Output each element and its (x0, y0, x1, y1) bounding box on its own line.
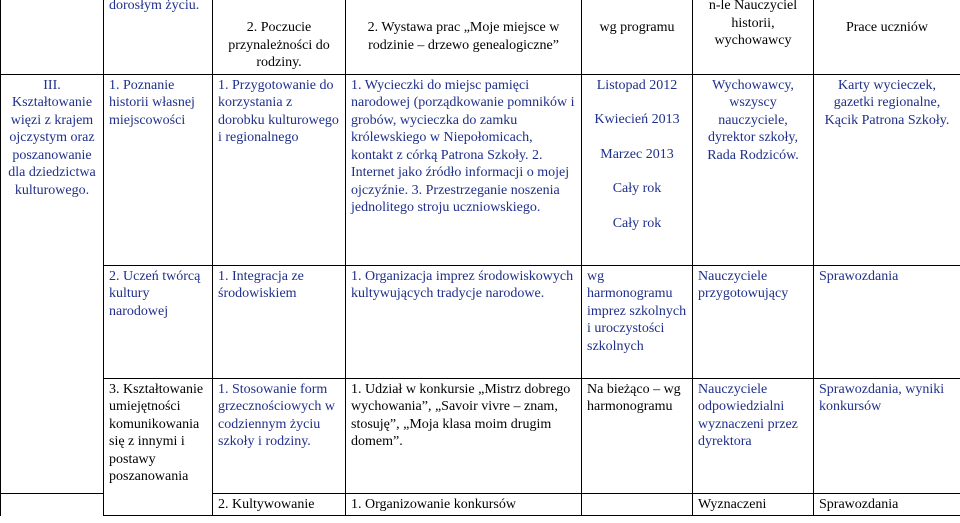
cell-evaluation: Sprawozdania (814, 265, 960, 378)
cell-responsible: Wyznaczeni (693, 493, 814, 516)
cell-evaluation: Sprawozdania, wyniki konkursów (814, 378, 960, 493)
cell-goal: 1. Stosowanie form grzecznościowych w codziennym życiu szkoły i rodziny. (213, 378, 346, 493)
date-line: Listopad 2012 (596, 77, 678, 93)
date-line: Cały rok (612, 181, 662, 196)
cell-activity: 1. Organizowanie konkursów (346, 493, 582, 516)
cell-area: III. Kształtowanie więzi z krajem ojczystym oraz poszanowanie dla dziedzictwa kulturowego. (1, 74, 104, 493)
cell-task: 3. Kształtowanie umiejętności komunikowania się z innymi i postawy poszanowania (104, 378, 213, 516)
cell-evaluation: Prace uczniów (814, 0, 960, 74)
cell-goal: 2. Kultywowanie (213, 493, 346, 516)
cell-evaluation: Sprawozdania (814, 493, 960, 516)
cell-area (1, 0, 104, 74)
cell-responsible: Nauczyciele przygotowujący (693, 265, 814, 378)
cell-responsible: Nauczyciele odpowiedzialni wyznaczeni przez dyrektora (693, 378, 814, 493)
cell-activity: 1. Organizacja imprez środowiskowych kultywujących tradycje narodowe. (346, 265, 582, 378)
table-row (1, 265, 960, 378)
table-row (1, 0, 960, 74)
cell-task: 2. Uczeń twórcą kultury narodowej (104, 265, 213, 378)
cell-goal: 1. Integracja ze środowiskiem (213, 265, 346, 378)
cell-date (582, 74, 693, 265)
date-line: Kwiecień 2013 (594, 112, 680, 127)
table-row (1, 378, 960, 493)
cell-task: dorosłym życiu. (104, 0, 213, 74)
date-line: Cały rok (612, 215, 662, 231)
date-line: Marzec 2013 (600, 146, 674, 162)
cell-activity: 1. Udział w konkursie „Mistrz dobrego wychowania”, „Savoir vivre – znam, stosuję”, „Moja klasa moim drugim domem”. (346, 378, 582, 493)
cell-date: wg programu (582, 0, 693, 74)
cell-goal: 1. Przygotowanie do korzystania z dorobku kulturowego i regionalnego (213, 74, 346, 265)
cell-responsible: n-le Nauczyciel historii, wychowawcy (693, 0, 814, 74)
cell-activity: 1. Wycieczki do miejsc pamięci narodowej (porządkowanie pomników i grobów, wycieczka do zamku królewskiego w Niepołomicach, kontakt z córką Patrona Szkoły. 2. Internet jako źródło informacji o mojej ojczyźnie. 3. Przestrzeganie noszenia jednolitego stroju uczniowskiego. (346, 74, 582, 265)
cell-responsible: Wychowawcy, wszyscy nauczyciele, dyrektor szkoły, Rada Rodziców. (693, 74, 814, 265)
cell-date: wg harmonogramu imprez szkolnych i uroczystości szkolnych (582, 265, 693, 378)
cell-activity: 2. Wystawa prac „Moje miejsce w rodzinie – drzewo genealogiczne” (346, 0, 582, 74)
cell-date: Na bieżąco – wg harmonogramu (582, 378, 693, 493)
cell-task: 1. Poznanie historii własnej miejscowości (104, 74, 213, 265)
cell-area (1, 493, 104, 516)
cell-date (582, 493, 693, 516)
table-row (1, 74, 960, 265)
cell-goal: 2. Poczucie przynależności do rodziny. (213, 0, 346, 74)
cell-evaluation: Karty wycieczek, gazetki regionalne, Kącik Patrona Szkoły. (814, 74, 960, 265)
